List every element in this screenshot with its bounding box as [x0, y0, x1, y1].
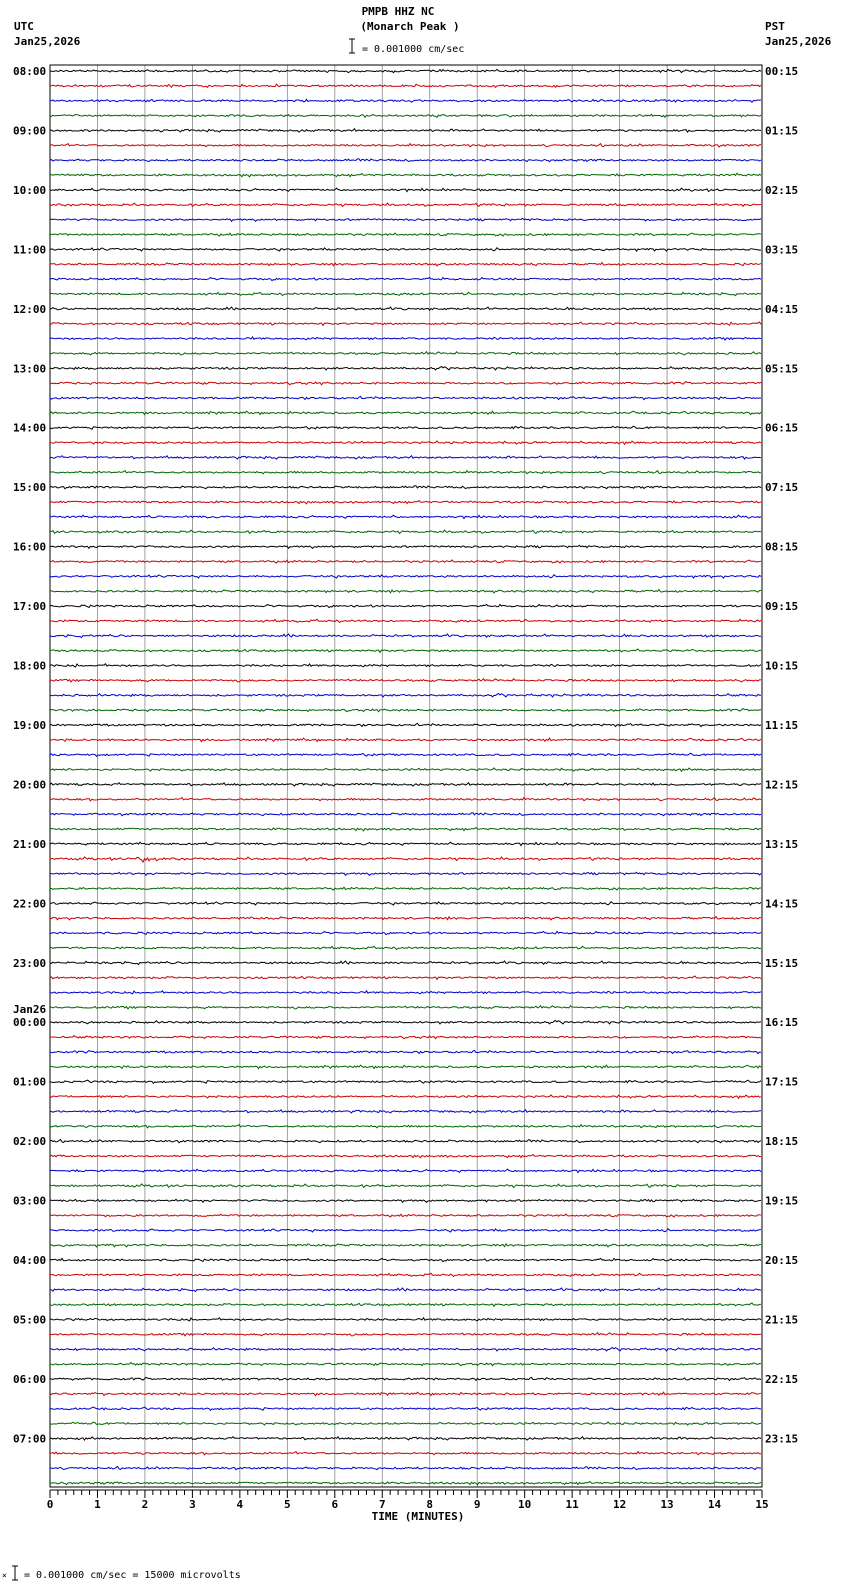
trace-line	[50, 798, 761, 801]
chart-subtitle: (Monarch Peak )	[360, 20, 460, 33]
pst-hour-label: 12:15	[765, 778, 799, 792]
pst-hour-label: 21:15	[765, 1313, 799, 1327]
trace-line	[50, 1184, 761, 1188]
pst-hour-labels	[765, 65, 798, 1445]
trace-line	[50, 842, 761, 845]
trace-line	[50, 233, 761, 236]
trace-line	[50, 501, 761, 504]
utc-hour-label: 10:00	[13, 183, 47, 197]
trace-line	[50, 783, 761, 786]
trace-line	[50, 1140, 761, 1143]
trace-line	[50, 456, 761, 459]
trace-line	[50, 159, 761, 162]
right-date: Jan25,2026	[765, 35, 832, 48]
trace-line	[50, 887, 761, 890]
trace-line	[50, 1422, 761, 1425]
pst-hour-label: 20:15	[765, 1254, 799, 1268]
pst-hour-label: 06:15	[765, 421, 799, 435]
utc-hour-label: 08:00	[13, 65, 47, 78]
trace-line	[50, 1110, 761, 1113]
trace-line	[50, 1437, 761, 1440]
utc-hour-label: 15:00	[13, 481, 47, 495]
utc-hour-label: 05:00	[13, 1313, 47, 1327]
trace-line	[50, 902, 761, 905]
pst-hour-label: 00:15	[765, 65, 799, 78]
trace-line	[50, 813, 761, 816]
trace-line	[50, 828, 761, 831]
trace-line	[50, 411, 761, 414]
x-axis-label: TIME (MINUTES)	[371, 1510, 465, 1523]
trace-line	[50, 129, 761, 132]
trace-line	[50, 976, 761, 979]
trace-line	[50, 322, 761, 325]
footer	[2, 1566, 241, 1581]
trace-line	[50, 382, 761, 385]
trace-line	[50, 218, 761, 221]
utc-hour-label: 07:00	[13, 1432, 47, 1446]
header	[14, 5, 832, 55]
pst-hour-label: 10:15	[765, 659, 799, 673]
utc-hour-label: 02:00	[13, 1135, 47, 1149]
trace-line	[50, 1333, 761, 1336]
utc-hour-label: 20:00	[13, 778, 47, 792]
x-tick-label: 8	[426, 1498, 434, 1511]
trace-line	[50, 69, 761, 72]
trace-line	[50, 545, 761, 548]
trace-line	[50, 307, 761, 310]
x-tick-label: 3	[189, 1498, 196, 1511]
trace-line	[50, 753, 761, 756]
x-tick-label: 2	[141, 1498, 149, 1511]
pst-hour-label: 08:15	[765, 540, 799, 554]
x-tick-label: 4	[236, 1498, 244, 1511]
trace-line	[50, 634, 761, 638]
x-tick-label: 7	[378, 1498, 386, 1511]
pst-hour-label: 11:15	[765, 718, 799, 732]
pst-hour-label: 22:15	[765, 1372, 799, 1386]
pst-hour-label: 17:15	[765, 1075, 799, 1089]
x-tick-label: 5	[284, 1498, 291, 1511]
left-timezone: UTC	[14, 20, 34, 33]
utc-hour-label: 11:00	[13, 243, 47, 257]
trace-line	[50, 114, 761, 117]
trace-line	[50, 1452, 761, 1455]
utc-hour-label: 01:00	[13, 1075, 47, 1089]
trace-line	[50, 1229, 761, 1232]
trace-line	[50, 396, 761, 399]
trace-line	[50, 1095, 761, 1098]
pst-hour-label: 01:15	[765, 124, 799, 138]
trace-line	[50, 664, 761, 667]
pst-hour-label: 04:15	[765, 302, 799, 316]
trace-line	[50, 1363, 761, 1366]
trace-line	[50, 1392, 761, 1395]
trace-line	[50, 337, 761, 340]
trace-line	[50, 604, 761, 607]
trace-line	[50, 441, 761, 444]
trace-line	[50, 203, 761, 206]
trace-line	[50, 1036, 761, 1039]
pst-hour-label: 23:15	[765, 1432, 799, 1446]
scale-label: = 0.001000 cm/sec	[362, 44, 465, 55]
footer-scale-label: = 0.001000 cm/sec = 15000 microvolts	[24, 1570, 241, 1581]
left-date: Jan25,2026	[14, 35, 81, 48]
trace-line	[50, 1348, 761, 1351]
trace-line	[50, 1199, 761, 1202]
trace-line	[50, 872, 761, 875]
seismic-traces	[50, 69, 761, 1484]
utc-hour-label: 16:00	[13, 540, 47, 554]
trace-line	[50, 991, 761, 994]
trace-line	[50, 1080, 761, 1083]
pst-hour-label: 16:15	[765, 1016, 799, 1030]
pst-hour-label: 09:15	[765, 600, 799, 614]
pst-hour-label: 05:15	[765, 362, 799, 376]
trace-line	[50, 1065, 761, 1068]
x-tick-label: 13	[660, 1498, 674, 1511]
trace-line	[50, 263, 761, 266]
trace-line	[50, 1467, 761, 1470]
pst-hour-label: 15:15	[765, 956, 799, 970]
trace-line	[50, 946, 761, 949]
trace-line	[50, 99, 761, 102]
trace-line	[50, 173, 761, 177]
footer-scale-bar-icon	[12, 1566, 18, 1580]
x-tick-label: 15	[755, 1498, 769, 1511]
utc-hour-label: 18:00	[13, 659, 47, 673]
x-tick-label: 14	[707, 1498, 722, 1511]
trace-line	[50, 1377, 761, 1380]
utc-hour-label: 04:00	[13, 1254, 47, 1268]
trace-line	[50, 1318, 761, 1321]
trace-line	[50, 590, 761, 593]
x-tick-label: 1	[94, 1498, 101, 1511]
chart-title: PMPB HHZ NC	[361, 5, 435, 18]
trace-line	[50, 248, 761, 251]
trace-line	[50, 1288, 761, 1292]
trace-line	[50, 292, 761, 295]
trace-line	[50, 84, 761, 87]
trace-line	[50, 1273, 761, 1276]
trace-line	[50, 144, 761, 147]
utc-hour-label: 21:00	[13, 837, 47, 851]
trace-line	[50, 931, 761, 934]
x-tick-label: 0	[46, 1498, 54, 1511]
trace-line	[50, 738, 761, 741]
trace-line	[50, 679, 761, 682]
utc-hour-label: 19:00	[13, 718, 47, 732]
utc-hour-label: 12:00	[13, 302, 47, 316]
trace-line	[50, 1155, 761, 1158]
footer-mark: ×	[2, 1571, 7, 1580]
trace-line	[50, 917, 761, 920]
utc-hour-label: 03:00	[13, 1194, 47, 1208]
trace-line	[50, 560, 761, 563]
utc-hour-label: 00:00	[13, 1016, 47, 1030]
utc-hour-label: 14:00	[13, 421, 47, 435]
trace-line	[50, 1050, 761, 1053]
utc-hour-label: 06:00	[13, 1372, 47, 1386]
trace-line	[50, 486, 761, 489]
x-tick-label: 11	[565, 1498, 579, 1511]
trace-line	[50, 723, 761, 726]
trace-line	[50, 1006, 761, 1009]
pst-hour-label: 03:15	[765, 243, 799, 257]
trace-line	[50, 1407, 761, 1410]
utc-hour-label: 17:00	[13, 600, 47, 614]
trace-line	[50, 1021, 761, 1024]
pst-hour-label: 13:15	[765, 837, 799, 851]
trace-line	[50, 352, 761, 355]
trace-line	[50, 471, 761, 474]
x-tick-label: 9	[473, 1498, 481, 1511]
trace-line	[50, 426, 761, 429]
trace-line	[50, 1482, 761, 1485]
right-timezone: PST	[765, 20, 785, 33]
trace-line	[50, 277, 761, 280]
trace-line	[50, 1125, 761, 1128]
trace-line	[50, 1169, 761, 1172]
trace-line	[50, 515, 761, 518]
trace-line	[50, 1214, 761, 1217]
trace-line	[50, 649, 761, 652]
trace-line	[50, 1303, 761, 1306]
trace-line	[50, 768, 761, 771]
trace-line	[50, 530, 761, 533]
x-tick-label: 6	[331, 1498, 339, 1511]
trace-line	[50, 857, 761, 862]
scale-bar-icon	[349, 39, 355, 53]
pst-hour-label: 19:15	[765, 1194, 799, 1208]
pst-hour-label: 02:15	[765, 183, 799, 197]
trace-line	[50, 709, 761, 712]
trace-line	[50, 694, 761, 698]
trace-line	[50, 619, 761, 622]
pst-hour-label: 07:15	[765, 481, 799, 495]
trace-line	[50, 1258, 761, 1261]
trace-line	[50, 961, 761, 965]
x-tick-label: 12	[612, 1498, 627, 1511]
trace-line	[50, 575, 761, 578]
utc-hour-labels	[13, 65, 46, 1445]
date-change-label: Jan26	[13, 1003, 47, 1017]
trace-line	[50, 188, 761, 191]
x-tick-label: 10	[518, 1498, 532, 1511]
utc-hour-label: 22:00	[13, 897, 47, 911]
trace-line	[50, 367, 761, 371]
utc-hour-label: 23:00	[13, 956, 47, 970]
pst-hour-label: 14:15	[765, 897, 799, 911]
utc-hour-label: 13:00	[13, 362, 47, 376]
x-axis	[47, 1490, 769, 1511]
utc-hour-label: 09:00	[13, 124, 47, 138]
pst-hour-label: 18:15	[765, 1135, 799, 1149]
trace-line	[50, 1244, 761, 1247]
